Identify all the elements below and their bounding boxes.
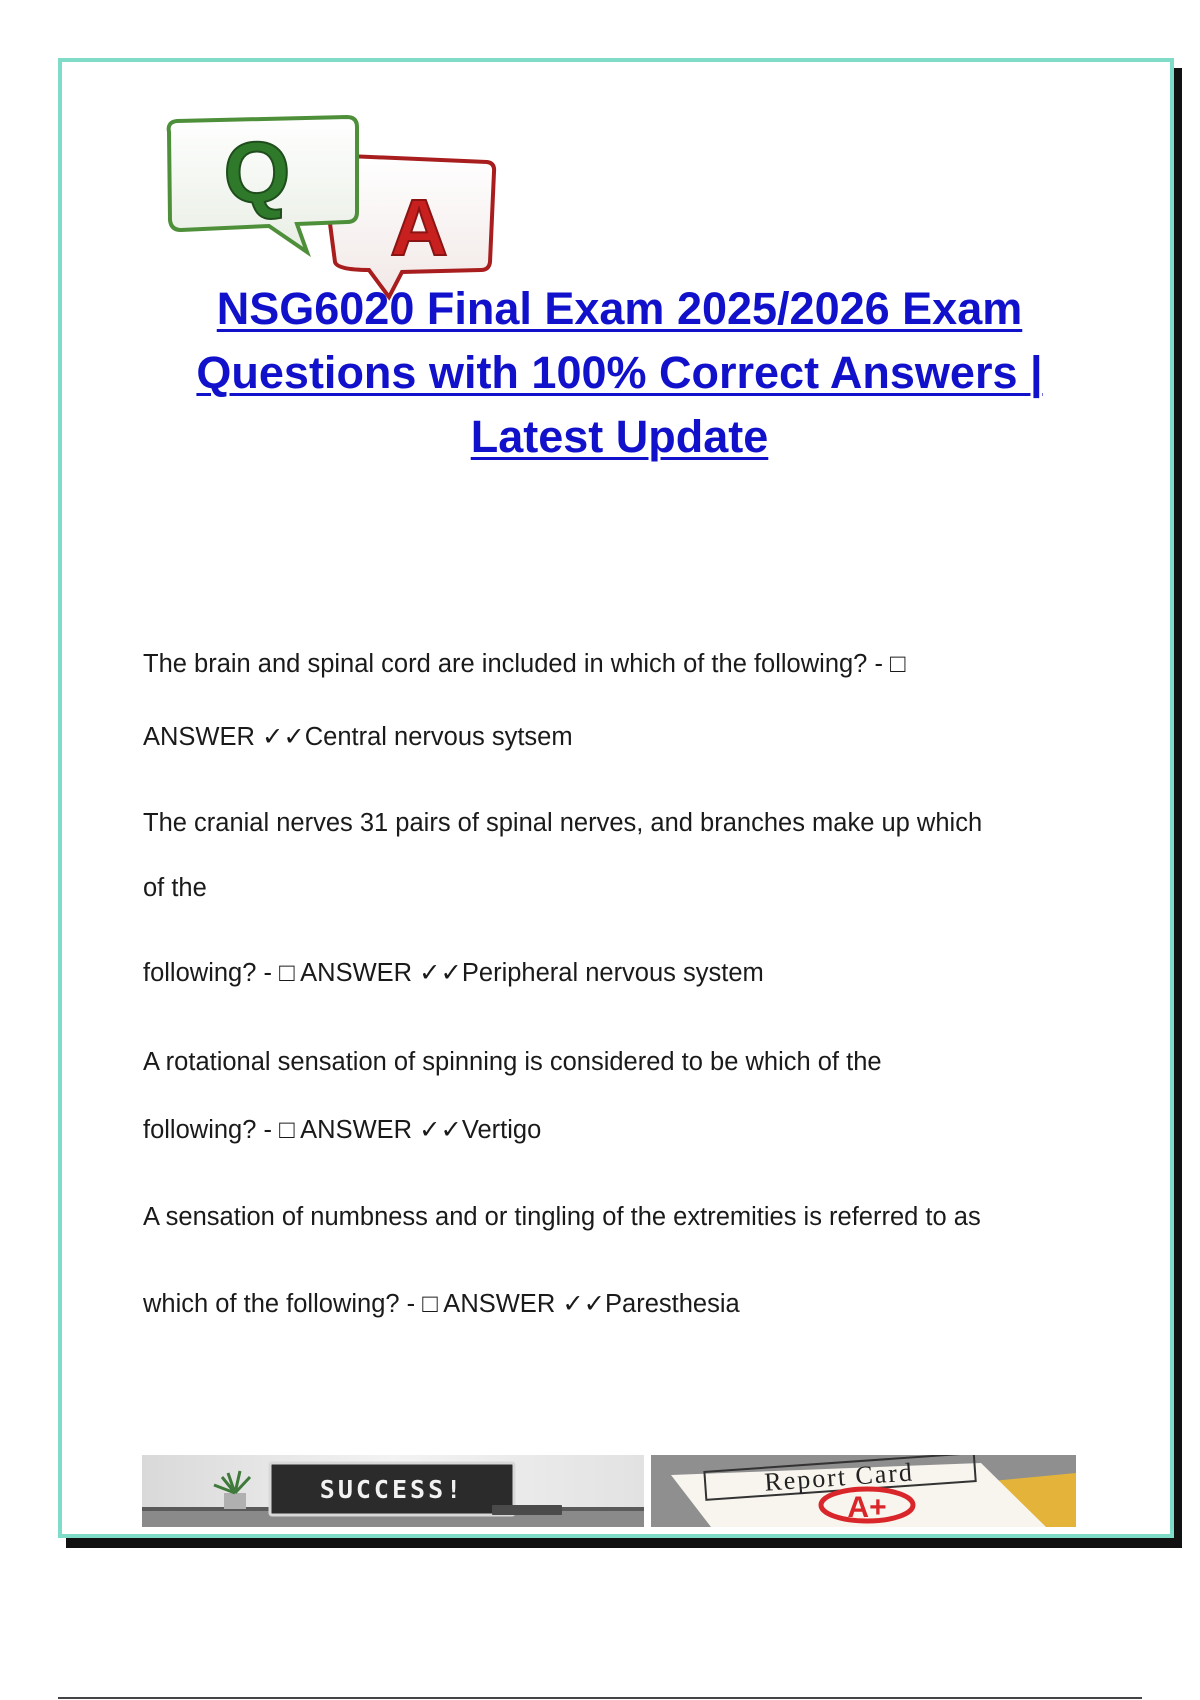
qa-1-line-1: The brain and spinal cord are included in which of the following? - □ [143,650,906,678]
plant-pot [224,1493,246,1509]
logo-a-letter: A [390,183,448,272]
qa-2-line-2: of the [143,874,207,902]
title-line-3: Latest Update [470,411,769,462]
page-frame [58,58,1174,1538]
qa-2-line-3: following? - □ ANSWER ✓✓Peripheral nervous system [143,959,764,987]
qa-3-line-2: following? - □ ANSWER ✓✓Vertigo [143,1116,542,1144]
qa-3-line-1: A rotational sensation of spinning is considered to be which of the [143,1048,882,1076]
qa-4-line-1: A sensation of numbness and or tingling of the extremities is referred to as [143,1203,981,1231]
document-title[interactable] [152,277,1087,469]
calculator [492,1505,562,1515]
bottom-rule [58,1697,1142,1699]
title-line-2: Questions with 100% Correct Answers | [196,347,1043,398]
qa-1-line-2: ANSWER ✓✓Central nervous sytsem [143,723,573,751]
qa-2-line-1: The cranial nerves 31 pairs of spinal nerves, and branches make up which [143,809,983,837]
report-card-banner-image [651,1455,1076,1527]
qa-4-line-2: which of the following? - □ ANSWER ✓✓Paresthesia [143,1290,740,1318]
success-text: SUCCESS! [319,1475,465,1504]
report-card-text: Report Card [763,1457,915,1497]
logo-q-letter: Q [223,125,291,221]
success-banner-image [142,1455,644,1527]
title-line-1: NSG6020 Final Exam 2025/2026 Exam [216,283,1023,334]
grade-text: A+ [847,1491,887,1524]
